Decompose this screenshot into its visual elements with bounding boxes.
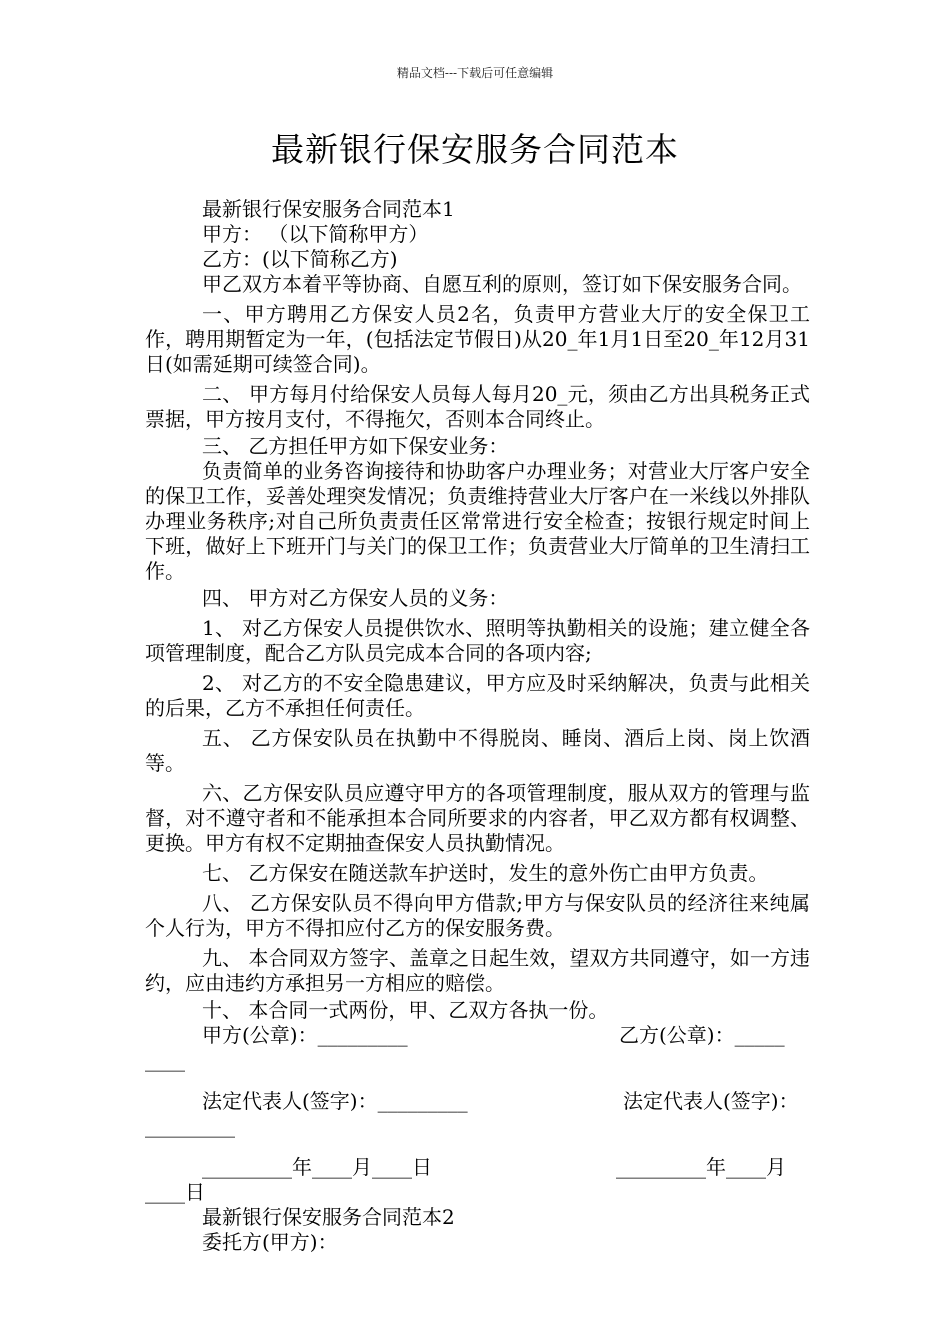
party-b-date: _________年____月 xyxy=(616,1155,786,1179)
page-header-note: 精品文档---下载后可任意编辑 xyxy=(396,66,554,80)
clause-6: 六、乙方保安队员应遵守甲方的各项管理制度，服从双方的管理与监督，对不遵守者和不能承担本合同所要求的内容者，甲乙双方都有权调整、更换。甲方有权不定期抽查保安人员执勤情况。 xyxy=(145,781,810,855)
date-row xyxy=(145,1155,810,1180)
section-heading-2: 最新银行保安服务合同范本2 xyxy=(202,1205,455,1229)
clause-4: 四、 甲方对乙方保安人员的义务： xyxy=(202,586,509,610)
seal-row xyxy=(145,1023,810,1048)
clause-4-item-1: 1、 对乙方保安人员提供饮水、照明等执勤相关的设施；建立健全各项管理制度，配合乙方队员完成本合同的各项内容; xyxy=(145,616,810,665)
party-b-representative-tail: _________ xyxy=(145,1114,235,1138)
party-b-date-tail: ____日 xyxy=(145,1180,205,1204)
clause-9: 九、 本合同双方签字、盖章之日起生效，望双方共同遵守，如一方违约，应由违约方承担另一方相应的赔偿。 xyxy=(145,946,810,995)
party-b-representative: 法定代表人(签字)： xyxy=(623,1089,799,1113)
clause-4-item-2: 2、 对乙方的不安全隐患建议，甲方应及时采纳解决，负责与此相关的后果，乙方不承担任何责任。 xyxy=(145,671,810,720)
party-a-date: _________年____月____日 xyxy=(202,1155,432,1179)
clause-10: 十、 本合同一式两份，甲、乙双方各执一份。 xyxy=(202,998,609,1022)
clause-2: 二、 甲方每月付给保安人员每人每月20_元，须由乙方出具税务正式票据，甲方按月支付，不得拖欠，否则本合同终止。 xyxy=(145,382,810,431)
clause-8: 八、 乙方保安队员不得向甲方借款;甲方与保安队员的经济往来纯属个人行为，甲方不得扣应付乙方的保安服务费。 xyxy=(145,891,810,940)
clause-3-duties: 负责简单的业务咨询接待和协助客户办理业务；对营业大厅客户安全的保卫工作，妥善处理突发情况；负责维持营业大厅客户在一米线以外排队办理业务秩序;对自己所负责责任区常常进行安全检查；按银行规定时间上下班，做好上下班开门与关门的保卫工作；负责营业大厅简单的卫生清扫工作。 xyxy=(145,459,810,583)
contract-intro: 甲乙双方本着平等协商、自愿互利的原则，签订如下保安服务合同。 xyxy=(202,272,802,296)
client-party-line: 委托方(甲方)： xyxy=(202,1230,338,1254)
section-heading: 最新银行保安服务合同范本1 xyxy=(202,197,455,221)
representative-row xyxy=(145,1089,810,1114)
document-title: 最新银行保安服务合同范本 xyxy=(271,130,679,169)
clause-3: 三、 乙方担任甲方如下保安业务： xyxy=(202,434,509,458)
clause-1: 一、甲方聘用乙方保安人员2名，负责甲方营业大厅的安全保卫工作，聘用期暂定为一年，(包括法定节假日)从20_年1月1日至20_年12月31日(如需延期可续签合同)。 xyxy=(145,302,810,376)
clause-5: 五、 乙方保安队员在执勤中不得脱岗、睡岗、酒后上岗、岗上饮酒等。 xyxy=(145,726,810,775)
party-a-line: 甲方： （以下简称甲方） xyxy=(202,222,429,246)
clause-7: 七、 乙方保安在随送款车护送时，发生的意外伤亡由甲方负责。 xyxy=(202,861,769,885)
party-a-seal: 甲方(公章)：_________ xyxy=(202,1023,408,1047)
party-b-line: 乙方：(以下简称乙方) xyxy=(202,247,398,271)
party-b-seal: 乙方(公章)：_____ xyxy=(619,1023,785,1047)
party-a-representative: 法定代表人(签字)：_________ xyxy=(202,1089,468,1113)
contract-body xyxy=(145,197,810,1255)
party-b-seal-tail: ____ xyxy=(145,1048,185,1072)
